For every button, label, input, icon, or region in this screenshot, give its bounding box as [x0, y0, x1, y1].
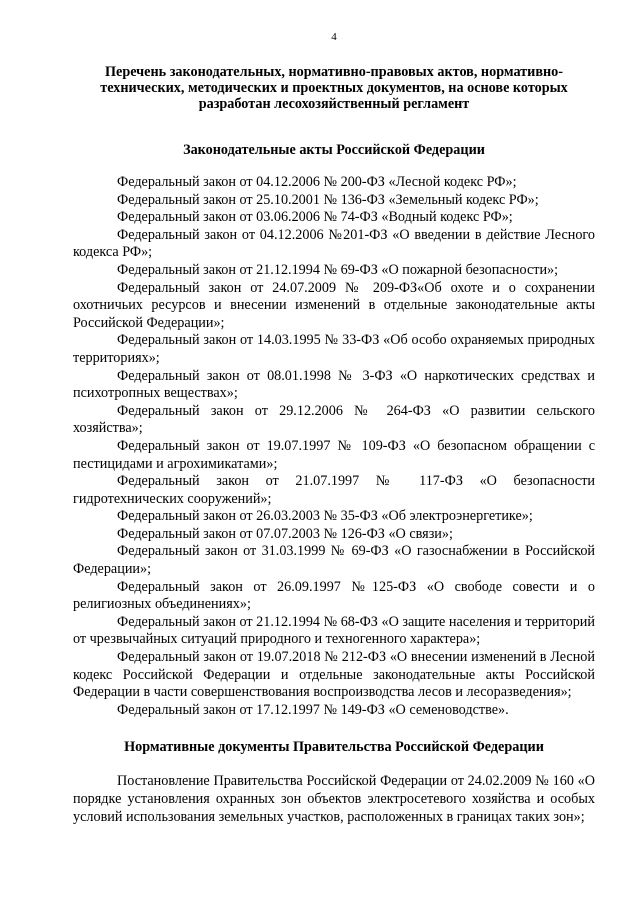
list-item: Федеральный закон от 24.07.2009 № 209-ФЗ«Об охоте и о сохранении охотничьих ресурсов и внесении изменений в отдельные законодательные акты Российской Федерации»;	[73, 279, 595, 331]
section-legislative-acts	[73, 142, 595, 719]
list-item: Постановление Правительства Российской Федерации от 24.02.2009 № 160 «О порядке установления охранных зон объектов электросетевого хозяйства и особых условий использования земельных участков, расположенных в границах таких зон»;	[73, 773, 595, 825]
list-item: Федеральный закон от 31.03.1999 № 69-ФЗ «О газоснабжении в Российской Федерации»;	[73, 543, 595, 578]
list-item: Федеральный закон от 21.12.1994 № 68-ФЗ «О защите населения и территорий от чрезвычайных ситуаций природного и техногенного характера»;	[73, 613, 595, 648]
list-item: Федеральный закон от 08.01.1998 № 3-ФЗ «О наркотических средствах и психотропных веществах»;	[73, 367, 595, 402]
page-number: 4	[331, 31, 337, 43]
list-item: Федеральный закон от 14.03.1995 № 33-ФЗ «Об особо охраняемых природных территориях»;	[73, 332, 595, 366]
list-item: Федеральный закон от 19.07.2018 № 212-ФЗ «О внесении изменений в Лесной кодекс Российской Федерации и отдельные законодательные акты Российской Федерации в части совершенствования воспроизводства лесов и лесоразведения»;	[73, 649, 595, 701]
list-item: Федеральный закон от 25.10.2001 № 136-ФЗ «Земельный кодекс РФ»;	[117, 191, 539, 208]
list-item: Федеральный закон от 04.12.2006 №201-ФЗ «О введении в действие Лесного кодекса РФ»;	[73, 226, 595, 261]
list-item: Федеральный закон от 29.12.2006 № 264-ФЗ «О развитии сельского хозяйства»;	[73, 402, 595, 437]
section-heading: Нормативные документы Правительства Российской Федерации	[124, 739, 544, 756]
list-item: Федеральный закон от 17.12.1997 № 149-ФЗ «О семеноводстве».	[117, 701, 509, 718]
list-item: Федеральный закон от 19.07.1997 № 109-ФЗ «О безопасном обращении с пестицидами и агрохимикатами»;	[73, 437, 595, 472]
list-item: Федеральный закон от 21.07.1997 № 117-ФЗ «О безопасности гидротехнических сооружений»;	[73, 473, 595, 507]
list-item: Федеральный закон от 04.12.2006 № 200-ФЗ «Лесной кодекс РФ»;	[117, 174, 517, 190]
list-item: Федеральный закон от 07.07.2003 № 126-ФЗ «О связи»;	[117, 525, 453, 542]
document-page	[73, 30, 595, 826]
section-government-documents	[73, 739, 595, 826]
list-item: Федеральный закон от 26.09.1997 №125-ФЗ «О свободе совести и о религиозных объединениях»;	[73, 578, 595, 613]
list-item: Федеральный закон от 03.06.2006 № 74-ФЗ «Водный кодекс РФ»;	[117, 209, 513, 226]
document-title: Перечень законодательных, нормативно-правовых актов, нормативно-технических, методических и проектных документов, на основе которых разработан лесохозяйственный регламент	[100, 64, 568, 112]
section-heading: Законодательные акты Российской Федерации	[183, 142, 485, 158]
list-item: Федеральный закон от 21.12.1994 № 69-ФЗ «О пожарной безопасности»;	[117, 261, 559, 278]
list-item: Федеральный закон от 26.03.2003 № 35-ФЗ «Об электроэнергетике»;	[117, 508, 533, 525]
